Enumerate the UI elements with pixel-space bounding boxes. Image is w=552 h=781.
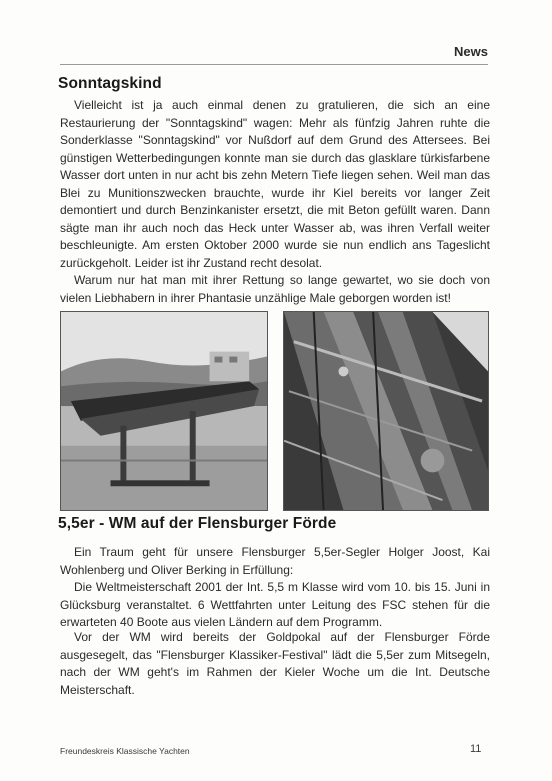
paragraph: Warum nur hat man mit ihrer Rettung so lange gewartet, wo sie doch von vielen Liebhabern in ihrer Phantasie unzählige Male geborgen worden ist! <box>60 273 490 305</box>
article-title-sonntagskind: Sonntagskind <box>58 75 162 92</box>
section-tag: News <box>454 44 488 59</box>
hull-photo-illustration <box>61 312 267 510</box>
paragraph: Vielleicht ist ja auch einmal denen zu gratulieren, die sich an eine Restaurierung der "Sonntagskind" wagen: Mehr als fünfzig Jahren ruhte die Sonderklasse "Sonntagskind" vor Nußdorf auf dem Grund des Attersees. Bei günstigen Wetterbedingungen konnte man sie durch das glasklare türkisfarbene Wasser dort unten in nur acht bis zehn Metern Tiefe liegen sehen. Weil man das Blei zu Munitionszwecken brauchte, wurde ihr Kiel bereits vor langer Zeit demontiert und durch Benzinkanister ersetzt, die mit Beton gefüllt waren. Dann sägte man ihr auch noch das Heck unter Wasser ab, was ihren Verfall weiter beschleunigte. Am ersten Oktober 2000 wurde sie nun endlich ans Tageslicht zurückgeholt. Leider ist ihr Zustand recht desolat. <box>60 98 490 270</box>
footer-publisher: Freundeskreis Klassische Yachten <box>60 746 190 756</box>
article-body-5-5er-wm <box>60 544 490 632</box>
photo-hull-planking-closeup <box>283 311 489 511</box>
paragraph: Die Weltmeisterschaft 2001 der Int. 5,5 m Klasse wird vom 10. bis 15. Juni in Glücksburg veranstaltet. 6 Wettfahrten unter Leitung des FSC stehen für die erwarteten 40 Boote aus vielen Ländern auf dem Programm. <box>60 580 490 629</box>
article-body-5-5er-wm-continued <box>60 629 490 699</box>
paragraph: Ein Traum geht für unsere Flensburger 5,5er-Segler Holger Joost, Kai Wohlenberg und Oliver Berking in Erfüllung: <box>60 545 490 577</box>
paragraph: Vor der WM wird bereits der Goldpokal auf der Flensburger Förde ausgesegelt, das "Flensburger Klassiker-Festival" lädt die 5,5er zum Mitsegeln, nach der WM geht's im Rahmen der Kieler Woche um die Int. Deutsche Meisterschaft. <box>60 630 490 697</box>
article-title-5-5er-wm: 5,5er - WM auf der Flensburger Förde <box>58 515 337 532</box>
planking-photo-illustration <box>284 312 488 510</box>
photo-hull-on-cradle <box>60 311 268 511</box>
header-rule <box>60 64 488 65</box>
article-body-sonntagskind <box>60 97 490 307</box>
footer-page-number: 11 <box>470 743 482 755</box>
